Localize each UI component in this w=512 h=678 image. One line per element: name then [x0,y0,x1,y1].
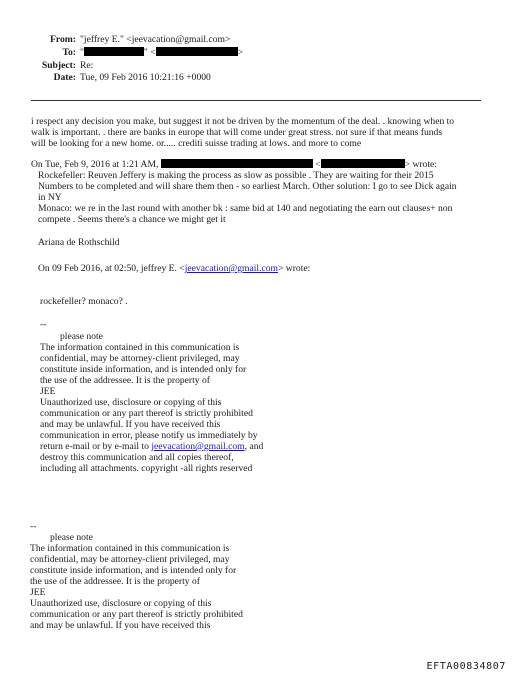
notice-line: and may be unlawful. If you have received this [30,620,211,631]
notice-line: please note [60,331,103,342]
reply-body [31,116,491,149]
date-value: Tue, 09 Feb 2016 10:21:16 +0000 [80,72,211,84]
from-value: "jeffrey E." <jeevacation@gmail.com> [80,34,231,45]
inner-message [40,296,500,307]
inner-intro-wrote: > wrote: [278,263,311,274]
inner-quote-intro [38,263,498,274]
reply-line: i respect any decision you make, but suggest it not be driven by the momentum of the deal. . knowing when to [31,116,455,127]
notice-line: constitute inside information, and is intended only for [30,565,237,576]
notice-line: destroy this communication and all copies thereof, [40,452,234,463]
confidentiality-notice [30,532,490,631]
signature-name: Ariana de Rothschild [38,237,120,248]
sig-separator [40,319,500,330]
document-id: EFTA00834807 [426,661,506,672]
to-quote: " [80,46,84,58]
notice-line: JEE [40,386,56,397]
inner-message-text: rockefeller? monaco? . [40,296,128,307]
quoted-message [38,170,498,225]
sig-separator [30,521,490,532]
notice-line: confidential, may be attorney-client privileged, may [40,353,240,364]
notice-line: constitute inside information, and is intended only for [40,364,247,375]
quoted-line: Monaco: we re in the last round with another bk : same bid at 140 and negotiating the earn out clauses+ non [38,203,453,214]
to-close: > [237,46,244,58]
signature [38,237,498,248]
email-link[interactable]: jeevacation@gmail.com [184,263,278,274]
notice-line: communication or any part thereof is strictly prohibited [40,408,253,419]
quoted-line: in NY [38,192,62,203]
inner-intro-text: On 09 Feb 2016, at 02:50, jeffrey E. < [38,263,185,274]
notice-email-text: return e-mail or by e-mail to [40,441,152,452]
redaction-box [161,159,313,168]
to-label: To: [62,46,76,58]
notice-line: the use of the addressee. It is the property of [30,576,200,587]
quoted-line: compete . Seems there's a chance we might get it [38,214,226,225]
redaction-box [156,47,238,56]
quote-intro-date: On Tue, Feb 9, 2016 at 1:21 AM, [31,159,159,170]
notice-line: the use of the addressee. It is the property of [40,375,210,386]
from-label: From: [50,34,76,45]
to-open: " < [143,46,156,58]
quote-intro [31,159,491,170]
quoted-line: Rockefeller: Reuven Jeffery is making the process as slow as possible . They are waiting for their 2015 [38,170,434,181]
notice-line: please note [50,532,93,543]
notice-line: Unauthorized use, disclosure or copying of this [40,397,222,408]
email-link[interactable]: jeevacation@gmail.com [151,441,245,452]
quote-intro-wrote: > wrote: [404,159,437,170]
reply-line: walk is important. . there are banks in europe that will come under great stress. not sure if that means funds [31,127,443,138]
notice-line: The information contained in this communication is [30,543,230,554]
notice-line [40,441,500,452]
redaction-box [321,159,405,168]
reply-line: will be looking for a new home. or..... crediti suisse trading at lows. and more to come [31,138,362,149]
notice-line: including all attachments. copyright -all rights reserved [40,463,253,474]
subject-value: Re: [80,59,94,71]
notice-email-tail: , and [244,441,264,452]
dash-separator: -- [40,319,47,330]
notice-line: communication or any part thereof is strictly prohibited [30,609,243,620]
notice-line: communication in error, please notify us immediately by [40,430,258,441]
dash-separator: -- [30,521,37,532]
quote-intro-bracket: < [315,159,321,170]
redaction-box [84,47,144,56]
notice-line: The information contained in this communication is [40,342,240,353]
to-value [80,47,243,58]
notice-line: confidential, may be attorney-client privileged, may [30,554,230,565]
notice-line: Unauthorized use, disclosure or copying of this [30,598,212,609]
subject-label: Subject: [41,59,76,71]
header-divider [31,100,481,101]
date-label: Date: [53,72,76,84]
confidentiality-notice [40,331,500,474]
notice-line: and may be unlawful. If you have received this [40,419,221,430]
quoted-line: Numbers to be completed and will share them then - so earliest March. Other solution: I go to see Dick again [38,181,457,192]
notice-line: JEE [30,587,46,598]
